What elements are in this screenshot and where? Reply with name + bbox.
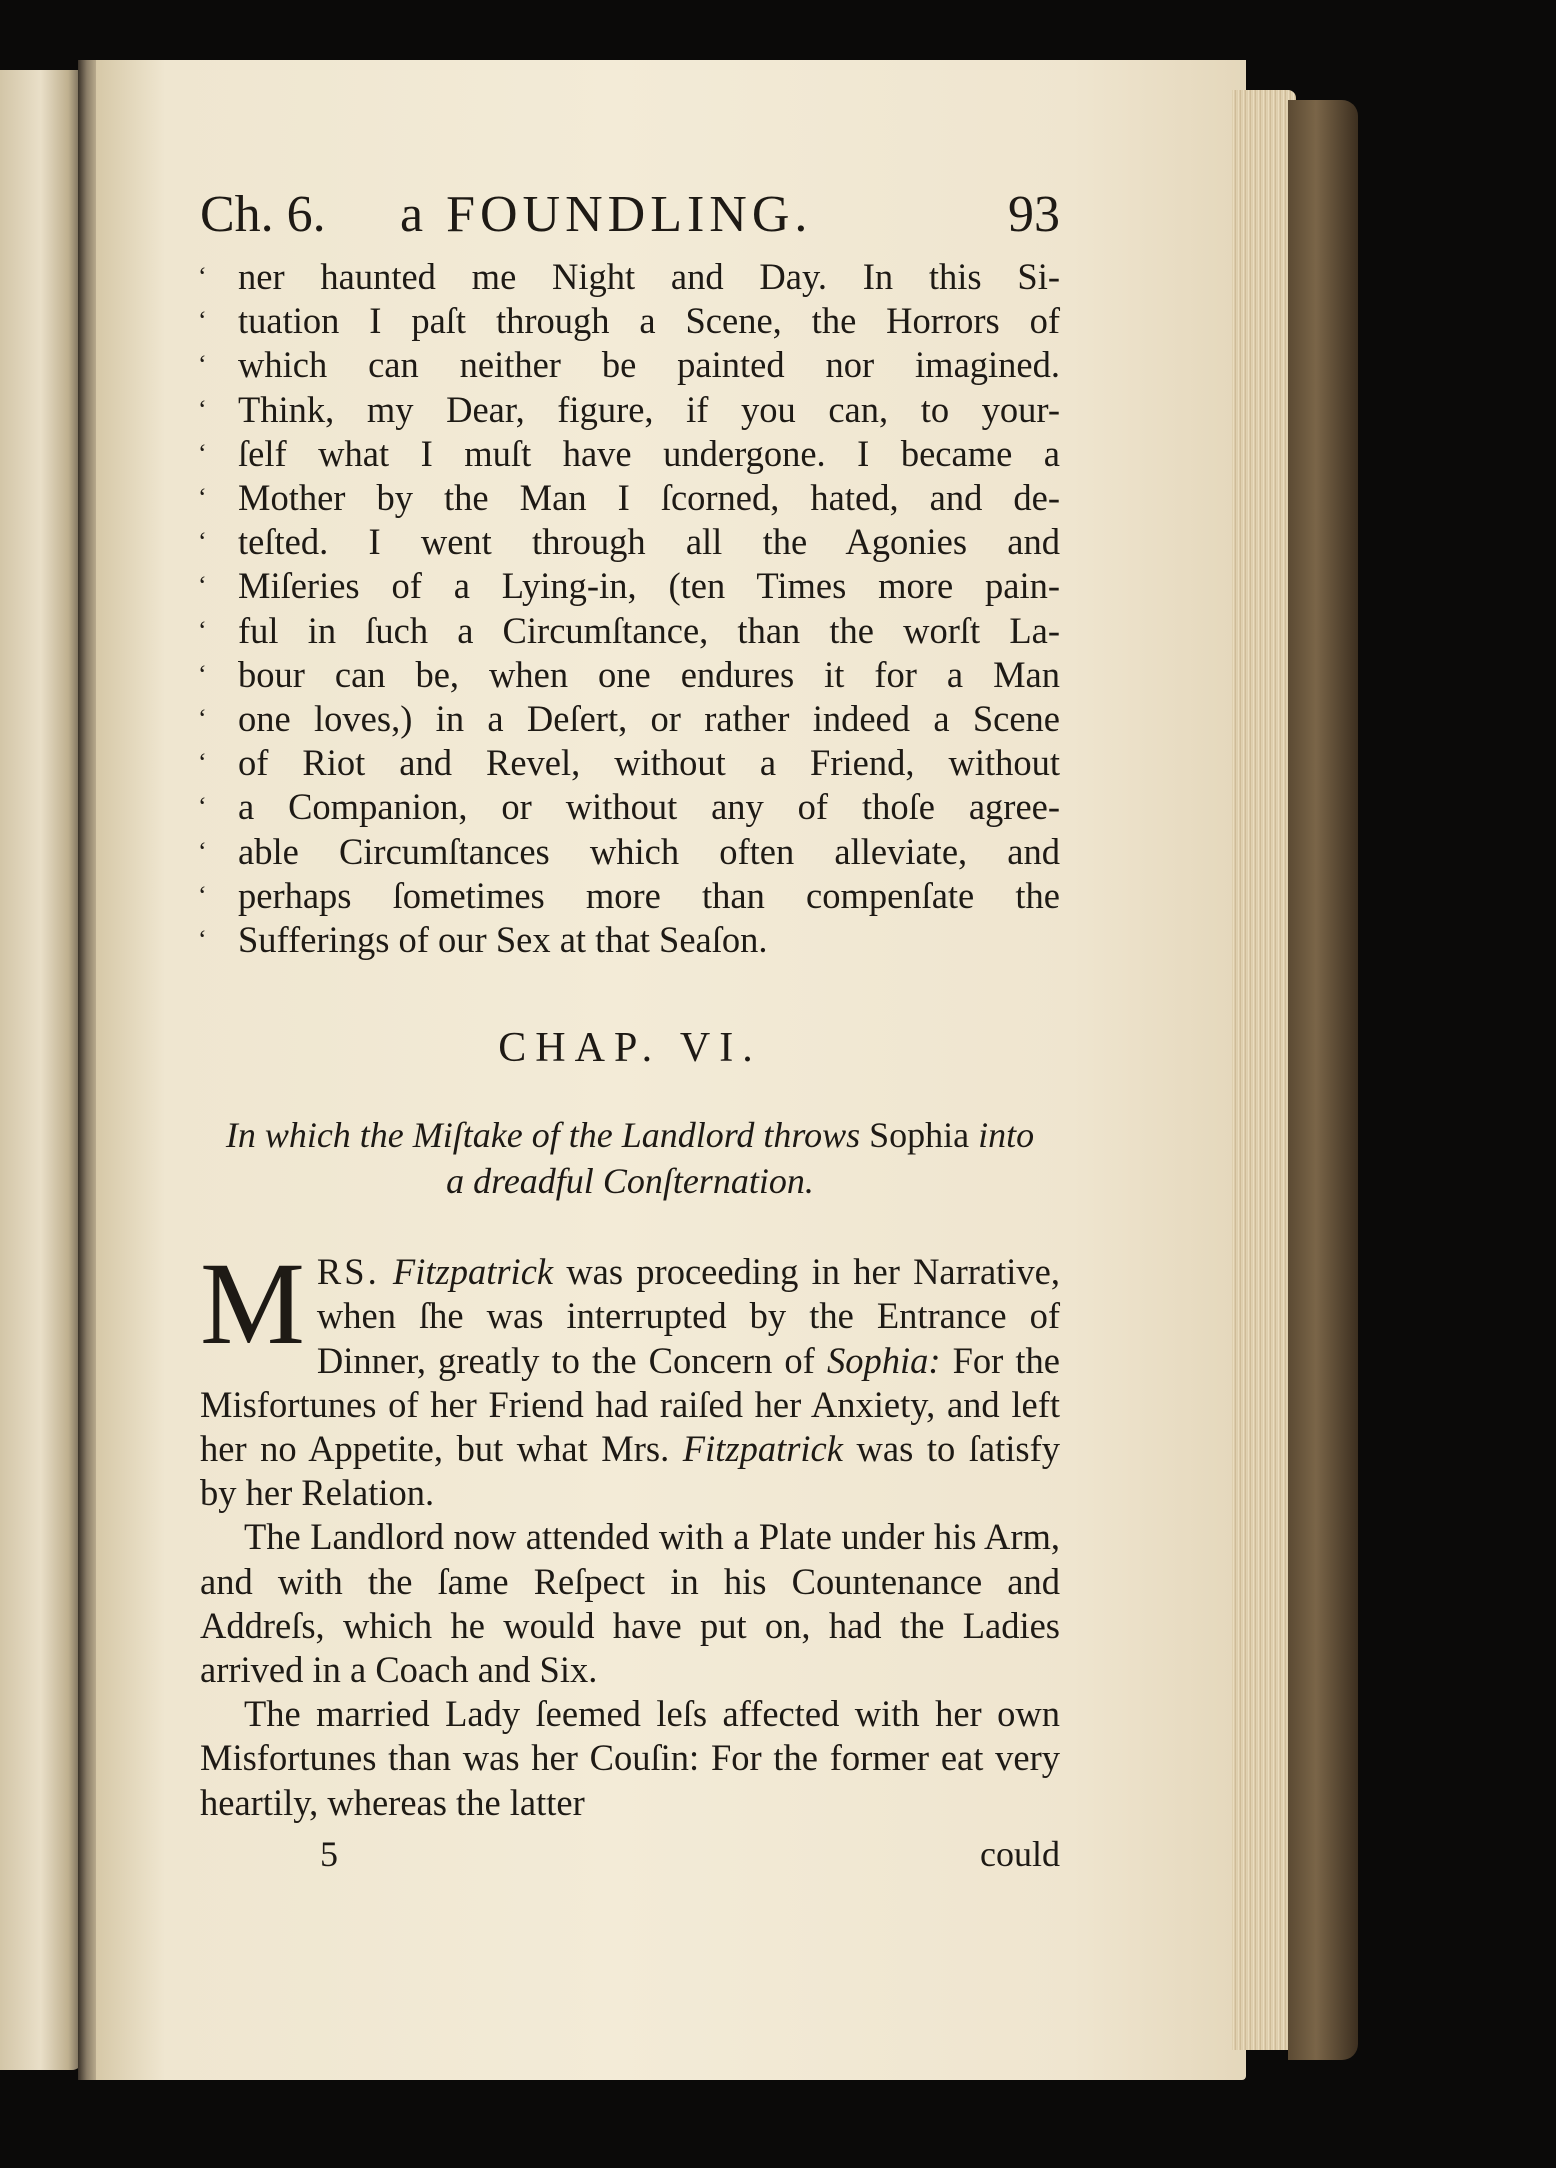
quoted-line-text: of Riot and Revel, without a Friend, without [238, 742, 1060, 784]
quoted-line [200, 918, 1060, 962]
paragraph-1-name-3: Fitzpatrick [682, 1428, 843, 1470]
quotation-mark: ‘ [198, 836, 207, 866]
paragraph-1-caps: RS. [316, 1251, 380, 1293]
paragraph-1-text-2: For the Misfortunes of her Friend had raiſed her Anxiety, and left her no Appetite, but what Mrs. [200, 1339, 1061, 1470]
quotation-mark: ‘ [198, 615, 207, 645]
quoted-line-text: Mother by the Man I ſcorned, hated, and de- [238, 477, 1060, 519]
chapter-heading: CHAP. VI. [498, 1025, 762, 1072]
quoted-line-text: Miſeries of a Lying-in, (ten Times more pain- [238, 565, 1060, 607]
chapter-subtitle-part2: into a dreadful Conſternation. [446, 1115, 1035, 1202]
quoted-line [200, 874, 1060, 918]
quoted-line [200, 432, 1060, 476]
running-head-title: a FOUNDLING. [400, 186, 813, 243]
quoted-line [200, 830, 1060, 874]
page-number: 93 [1008, 186, 1060, 243]
quotation-mark: ‘ [198, 527, 207, 557]
paragraph-3: The married Lady ſeemed leſs affected with her own Misfortunes than was her Couſin: For the former eat very heartily, whereas the latter [200, 1693, 1060, 1823]
quoted-line [200, 697, 1060, 741]
quotation-mark: ‘ [198, 483, 207, 513]
quoted-line [200, 388, 1060, 432]
quoted-line-text: ner haunted me Night and Day. In this Si- [238, 256, 1060, 297]
quoted-line [200, 564, 1060, 608]
quoted-line [200, 785, 1060, 829]
chapter-subtitle-name: Sophia [869, 1115, 970, 1156]
chapter-subtitle [220, 1112, 1040, 1204]
quoted-line [200, 609, 1060, 653]
paragraph-1-text-3: was to ſatisfy by her Relation. [200, 1428, 1061, 1514]
quotation-mark: ‘ [198, 704, 207, 734]
drop-cap: M [200, 1238, 305, 1370]
quotation-mark: ‘ [198, 438, 207, 468]
catchword: could [980, 1833, 1060, 1874]
quoted-line-text: perhaps ſometimes more than compenſate the [238, 874, 1060, 916]
quotation-mark: ‘ [198, 880, 207, 910]
quoted-line-text: Sufferings of our Sex at that Seaſon. [238, 919, 768, 961]
page-text [200, 185, 1060, 1883]
quoted-line-text: a Companion, or without any of thoſe agree- [238, 786, 1060, 828]
quoted-line [200, 476, 1060, 520]
quoted-line-text: ful in ſuch a Circumſtance, than the worſt La- [238, 609, 1060, 651]
book-cover-board [1288, 100, 1358, 2060]
running-head-chapter: Ch. 6. [200, 186, 326, 243]
running-head [200, 185, 1060, 255]
paragraph-1-name-1: Fitzpatrick [392, 1251, 554, 1293]
page-block-edges [1232, 90, 1296, 2050]
paragraph-1 [200, 1238, 1061, 1515]
quotation-mark: ‘ [198, 748, 207, 778]
quotation-mark: ‘ [198, 659, 207, 689]
quoted-line-text: teſted. I went through all the Agonies and [238, 521, 1060, 563]
quoted-line [200, 299, 1060, 343]
quoted-line-text: ſelf what I muſt have undergone. I became a [238, 432, 1060, 474]
quoted-line-text: which can neither be painted nor imagined. [238, 344, 1060, 386]
quoted-line [200, 343, 1060, 387]
paragraph-1-name-2: Sophia: [826, 1339, 941, 1381]
quotation-mark: ‘ [198, 306, 207, 336]
chapter-subtitle-part1: In which the Miſtake of the Landlord throws [225, 1115, 861, 1156]
quoted-line-text: bour can be, when one endures it for a Man [238, 653, 1060, 695]
quotation-mark: ‘ [198, 394, 207, 424]
quoted-line [200, 653, 1060, 697]
quoted-passage [200, 255, 1060, 962]
quoted-line [200, 520, 1060, 564]
quoted-line-text: able Circumſtances which often alleviate, and [238, 830, 1060, 872]
quoted-line-text: tuation I paſt through a Scene, the Horrors of [238, 300, 1060, 342]
page-footer [200, 1833, 1060, 1883]
paragraph-2: The Landlord now attended with a Plate under his Arm, and with the ſame Reſpect in his Countenance and Addreſs, which he would have put on, had the Ladies arrived in a Coach and Six. [200, 1516, 1060, 1691]
facing-page-edge [0, 70, 82, 2070]
quotation-mark: ‘ [198, 262, 207, 291]
quotation-mark: ‘ [198, 925, 207, 955]
quoted-line [200, 255, 1060, 299]
quoted-line [200, 741, 1060, 785]
quoted-line-text: one loves,) in a Deſert, or rather indeed a Scene [238, 698, 1060, 740]
quoted-line-text: Think, my Dear, figure, if you can, to your- [238, 388, 1060, 430]
quotation-mark: ‘ [198, 792, 207, 822]
quotation-mark: ‘ [198, 571, 207, 601]
signature-mark: 5 [320, 1833, 338, 1874]
paragraph-1-text-1: was proceeding in her Narrative, when ſhe was interrupted by the Entrance of Dinner, greatly to the Concern of [316, 1251, 1061, 1381]
quotation-mark: ‘ [198, 350, 207, 380]
